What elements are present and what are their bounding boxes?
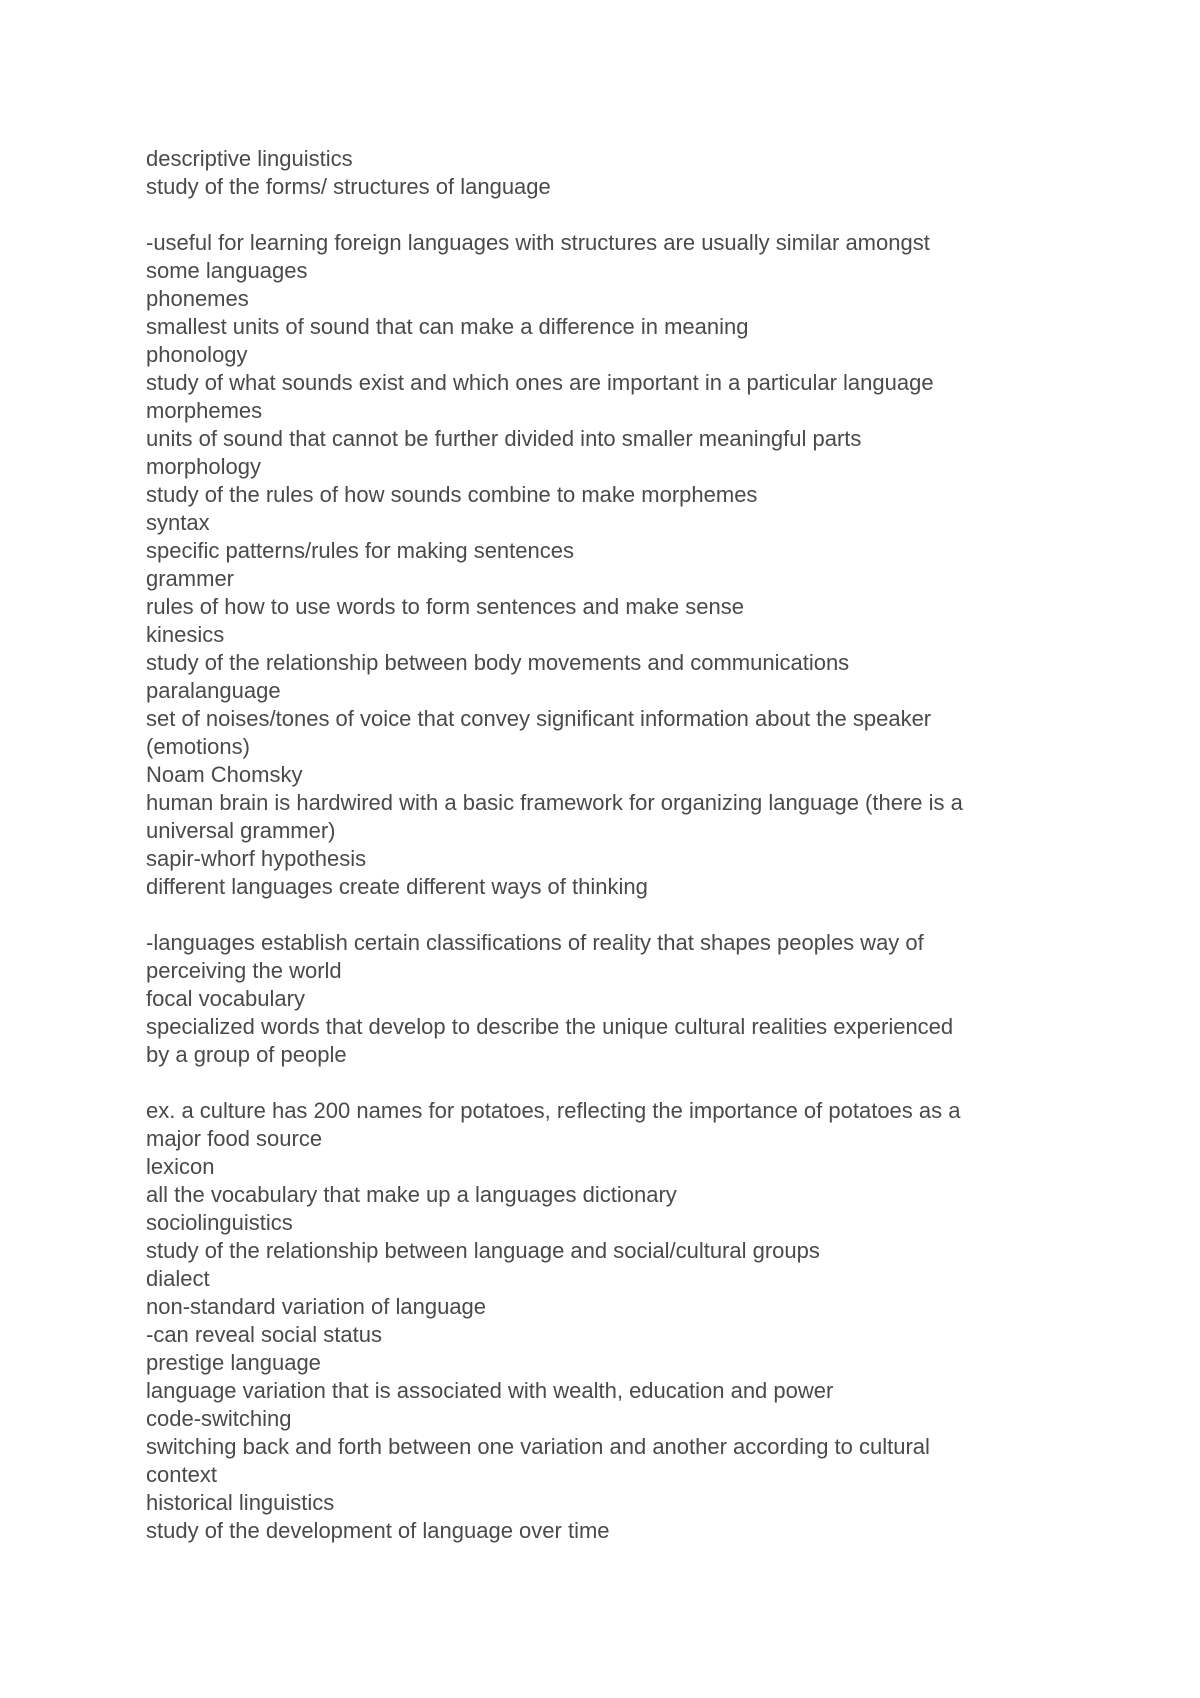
text-line: focal vocabulary <box>146 986 305 1011</box>
text-line: study of what sounds exist and which ones are important in a particular language <box>146 370 934 395</box>
text-line: by a group of people <box>146 1042 347 1067</box>
text-line: non-standard variation of language <box>146 1294 487 1319</box>
text-line: units of sound that cannot be further divided into smaller meaningful parts <box>146 426 862 451</box>
blank-line <box>146 201 1066 229</box>
text-line: historical linguistics <box>146 1490 335 1515</box>
text-line: morphemes <box>146 398 263 423</box>
document-text <box>146 145 1066 1545</box>
text-line: human brain is hardwired with a basic framework for organizing language (there is a <box>146 790 963 815</box>
text-line: morphology <box>146 454 261 479</box>
text-line: (emotions) <box>146 734 250 759</box>
text-line: specialized words that develop to describe the unique cultural realities experienced <box>146 1014 954 1039</box>
document-page <box>146 145 1066 1545</box>
text-line: rules of how to use words to form sentences and make sense <box>146 594 744 619</box>
text-line: ex. a culture has 200 names for potatoes, reflecting the importance of potatoes as a <box>146 1098 961 1123</box>
text-line: different languages create different ways of thinking <box>146 874 648 899</box>
text-line: descriptive linguistics <box>146 146 353 171</box>
text-line: sapir-whorf hypothesis <box>146 846 367 871</box>
text-line: -can reveal social status <box>146 1322 382 1347</box>
text-line: phonology <box>146 342 248 367</box>
text-line: Noam Chomsky <box>146 762 303 787</box>
text-line: major food source <box>146 1126 323 1151</box>
text-line: grammer <box>146 566 235 591</box>
text-line: all the vocabulary that make up a languages dictionary <box>146 1182 677 1207</box>
text-line: -languages establish certain classifications of reality that shapes peoples way of <box>146 930 924 955</box>
text-line: syntax <box>146 510 210 535</box>
text-line: switching back and forth between one variation and another according to cultural <box>146 1434 930 1459</box>
text-line: study of the forms/ structures of language <box>146 174 551 199</box>
text-line: context <box>146 1462 217 1487</box>
text-line: paralanguage <box>146 678 281 703</box>
text-line: universal grammer) <box>146 818 336 843</box>
text-line: study of the development of language over time <box>146 1518 610 1543</box>
text-line: kinesics <box>146 622 225 647</box>
text-line: study of the relationship between body movements and communications <box>146 650 850 675</box>
text-line: study of the rules of how sounds combine to make morphemes <box>146 482 758 507</box>
text-line: specific patterns/rules for making sentences <box>146 538 574 563</box>
text-line: smallest units of sound that can make a difference in meaning <box>146 314 749 339</box>
text-line: code-switching <box>146 1406 292 1431</box>
blank-line <box>146 1069 1066 1097</box>
text-line: prestige language <box>146 1350 321 1375</box>
text-line: some languages <box>146 258 308 283</box>
text-line: sociolinguistics <box>146 1210 293 1235</box>
text-line: -useful for learning foreign languages with structures are usually similar amongst <box>146 230 930 255</box>
text-line: phonemes <box>146 286 249 311</box>
text-line: perceiving the world <box>146 958 342 983</box>
text-line: set of noises/tones of voice that convey significant information about the speaker <box>146 706 932 731</box>
text-line: dialect <box>146 1266 210 1291</box>
text-line: lexicon <box>146 1154 215 1179</box>
text-line: language variation that is associated with wealth, education and power <box>146 1378 834 1403</box>
blank-line <box>146 901 1066 929</box>
text-line: study of the relationship between language and social/cultural groups <box>146 1238 820 1263</box>
